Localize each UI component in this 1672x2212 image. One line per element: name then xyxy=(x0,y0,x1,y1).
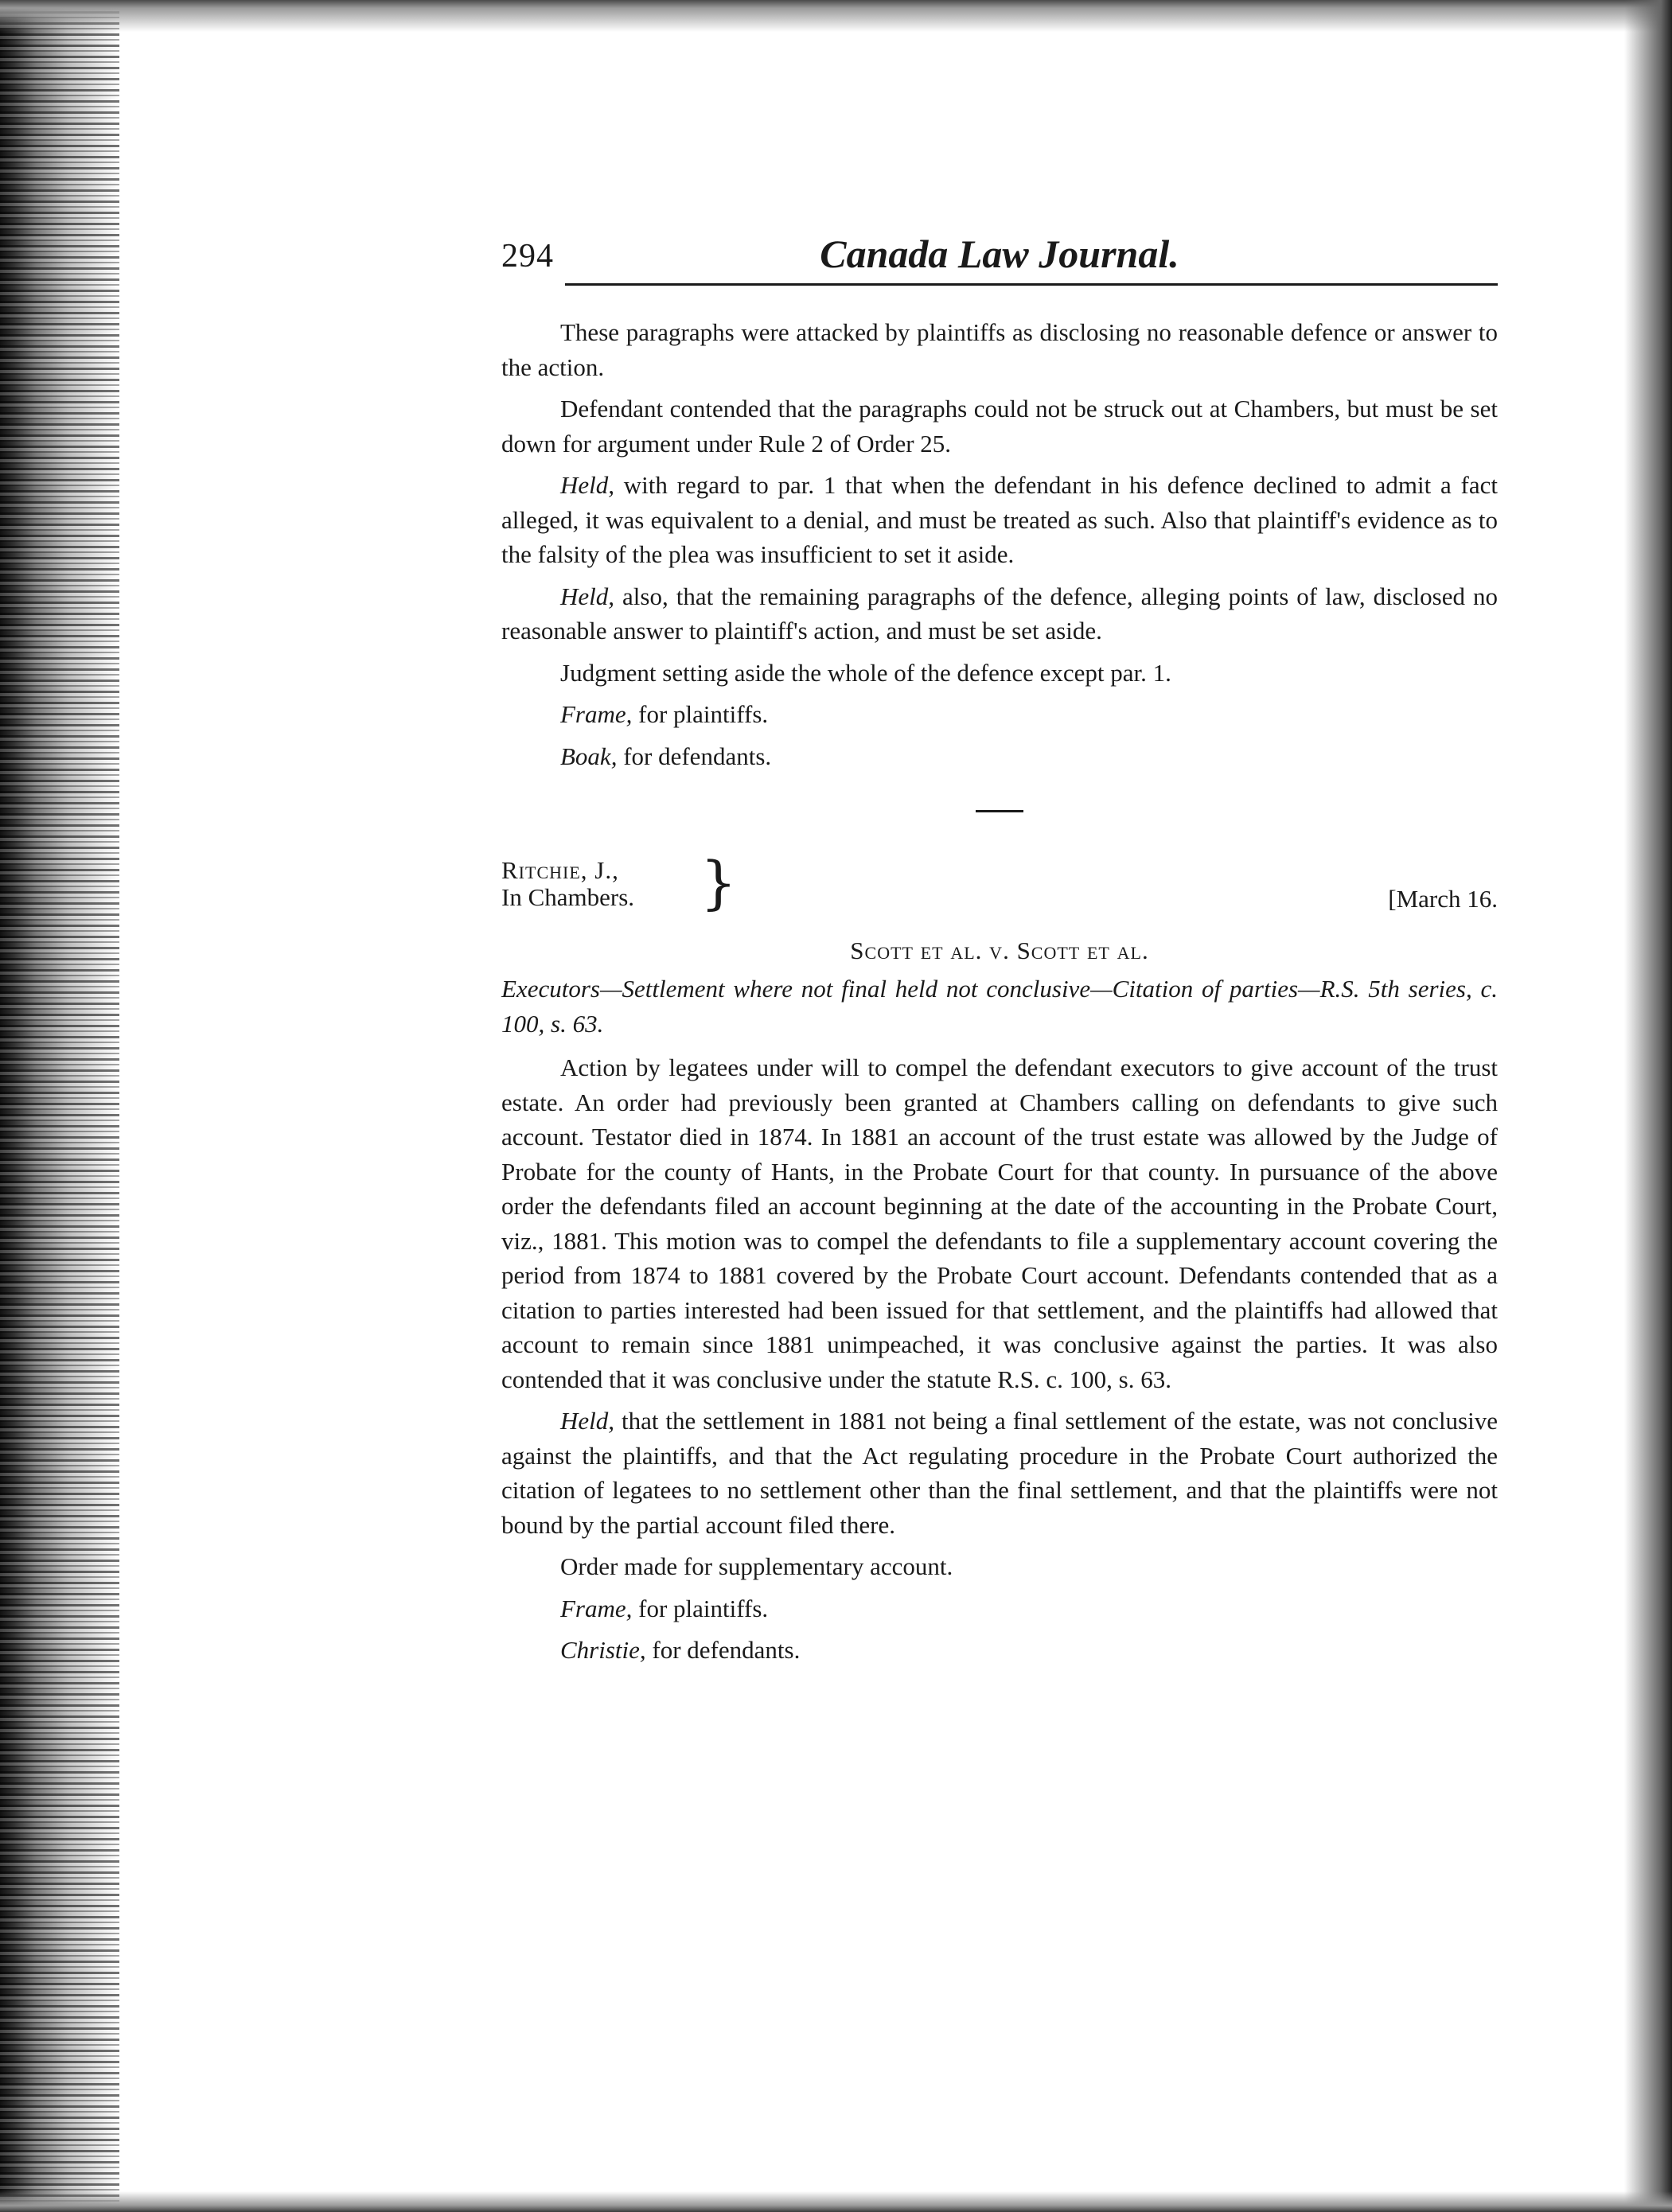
paragraph: Action by legatees under will to compel the defendant executors to give account of the trust estate. An order had previously been granted at Chambers calling on defendants to give such account. Testator died in 1874. In 1881 an account of the trust estate was allowed by the Judge of Probate for the county of Hants, in the Probate Court for that county. In pursuance of the above order the defendants filed an account beginning at the date of the accounting in the Probate Court, viz., 1881. This motion was to compel the defendants to file a supplementary account covering the period from 1874 to 1881 covered by the Probate Court account. Defendants contended that as a citation to parties interested had been issued for that settlement, and the plaintiffs had allowed that account to remain since 1881 unimpeached, it was conclusive against the parties. It was also contended that it was conclusive under the statute R.S. c. 100, s. 63. xyxy=(501,1053,1498,1393)
case-title: Scott et al. v. Scott et al. xyxy=(850,937,1149,964)
section-previous-case xyxy=(501,315,1498,773)
counsel-role: for plaintiffs. xyxy=(632,700,769,728)
paragraph-held xyxy=(501,1404,1498,1542)
counsel-role: for plaintiffs. xyxy=(632,1594,769,1622)
held-lead: Held, xyxy=(560,471,615,499)
held-text: with regard to par. 1 that when the defendant in his defence declined to admit a fact alleged, it was equivalent to a denial, and must be treated as such. Also that plaintiff's evidence as to the falsity of the plea was insufficient to set it aside. xyxy=(501,471,1498,568)
scan-edge-right xyxy=(1624,0,1672,2212)
paragraph: Defendant contended that the paragraphs could not be struck out at Chambers, but must be set down for argument under Rule 2 of Order 25. xyxy=(501,395,1498,458)
brace-glyph: } xyxy=(700,849,737,916)
paragraph-held xyxy=(501,579,1498,648)
judge-name: Ritchie, J., xyxy=(501,856,619,884)
counsel-name: Christie, xyxy=(560,1636,646,1664)
journal-page xyxy=(501,231,1498,1675)
journal-title: Canada Law Journal. xyxy=(820,232,1179,276)
scan-edge-left xyxy=(0,0,119,2212)
paragraph: These paragraphs were attacked by plaintiffs as disclosing no reasonable defence or answer to the action. xyxy=(501,318,1498,381)
scan-edge-bottom xyxy=(0,2191,1672,2212)
header-rule xyxy=(565,283,1498,286)
judge-lines xyxy=(501,857,634,911)
counsel-role: for defendants. xyxy=(617,742,772,770)
counsel-name: Frame, xyxy=(560,1594,633,1622)
paragraph-order: Order made for supplementary account. xyxy=(560,1552,953,1580)
judge-chambers: In Chambers. xyxy=(501,883,635,911)
counsel-plaintiffs xyxy=(501,697,1498,732)
held-lead: Held, xyxy=(560,582,615,610)
held-lead: Held, xyxy=(560,1407,615,1435)
case-date: [March 16. xyxy=(1388,885,1498,913)
counsel-plaintiffs xyxy=(501,1591,1498,1626)
counsel-name: Frame, xyxy=(560,700,633,728)
held-text: that the settlement in 1881 not being a final settlement of the estate, was not conclusive against the plaintiffs, and that the Act regulating procedure in the Probate Court authorized the citation of legatees to no settlement other than the final settlement, and that the plaintiffs were not bound by the partial account filed there. xyxy=(501,1407,1498,1539)
section-divider xyxy=(976,810,1023,812)
counsel-defendants xyxy=(501,1633,1498,1668)
counsel-name: Boak, xyxy=(560,742,618,770)
paragraph-judgment: Judgment setting aside the whole of the defence except par. 1. xyxy=(560,658,1171,687)
page-header xyxy=(501,231,1498,291)
scan-edge-top xyxy=(0,0,1672,32)
page-number: 294 xyxy=(501,238,554,275)
held-text: also, that the remaining paragraphs of the defence, alleging points of law, disclosed no reasonable answer to plaintiff's action, and must be set aside. xyxy=(501,582,1498,645)
judge-block xyxy=(501,849,1498,933)
case-headnote: Executors—Settlement where not final held not conclusive—Citation of parties—R.S. 5th series, c. 100, s. 63. xyxy=(501,975,1498,1038)
section-scott-case xyxy=(501,1050,1498,1668)
counsel-role: for defendants. xyxy=(645,1636,801,1664)
counsel-defendants xyxy=(501,739,1498,774)
paragraph-held xyxy=(501,468,1498,572)
